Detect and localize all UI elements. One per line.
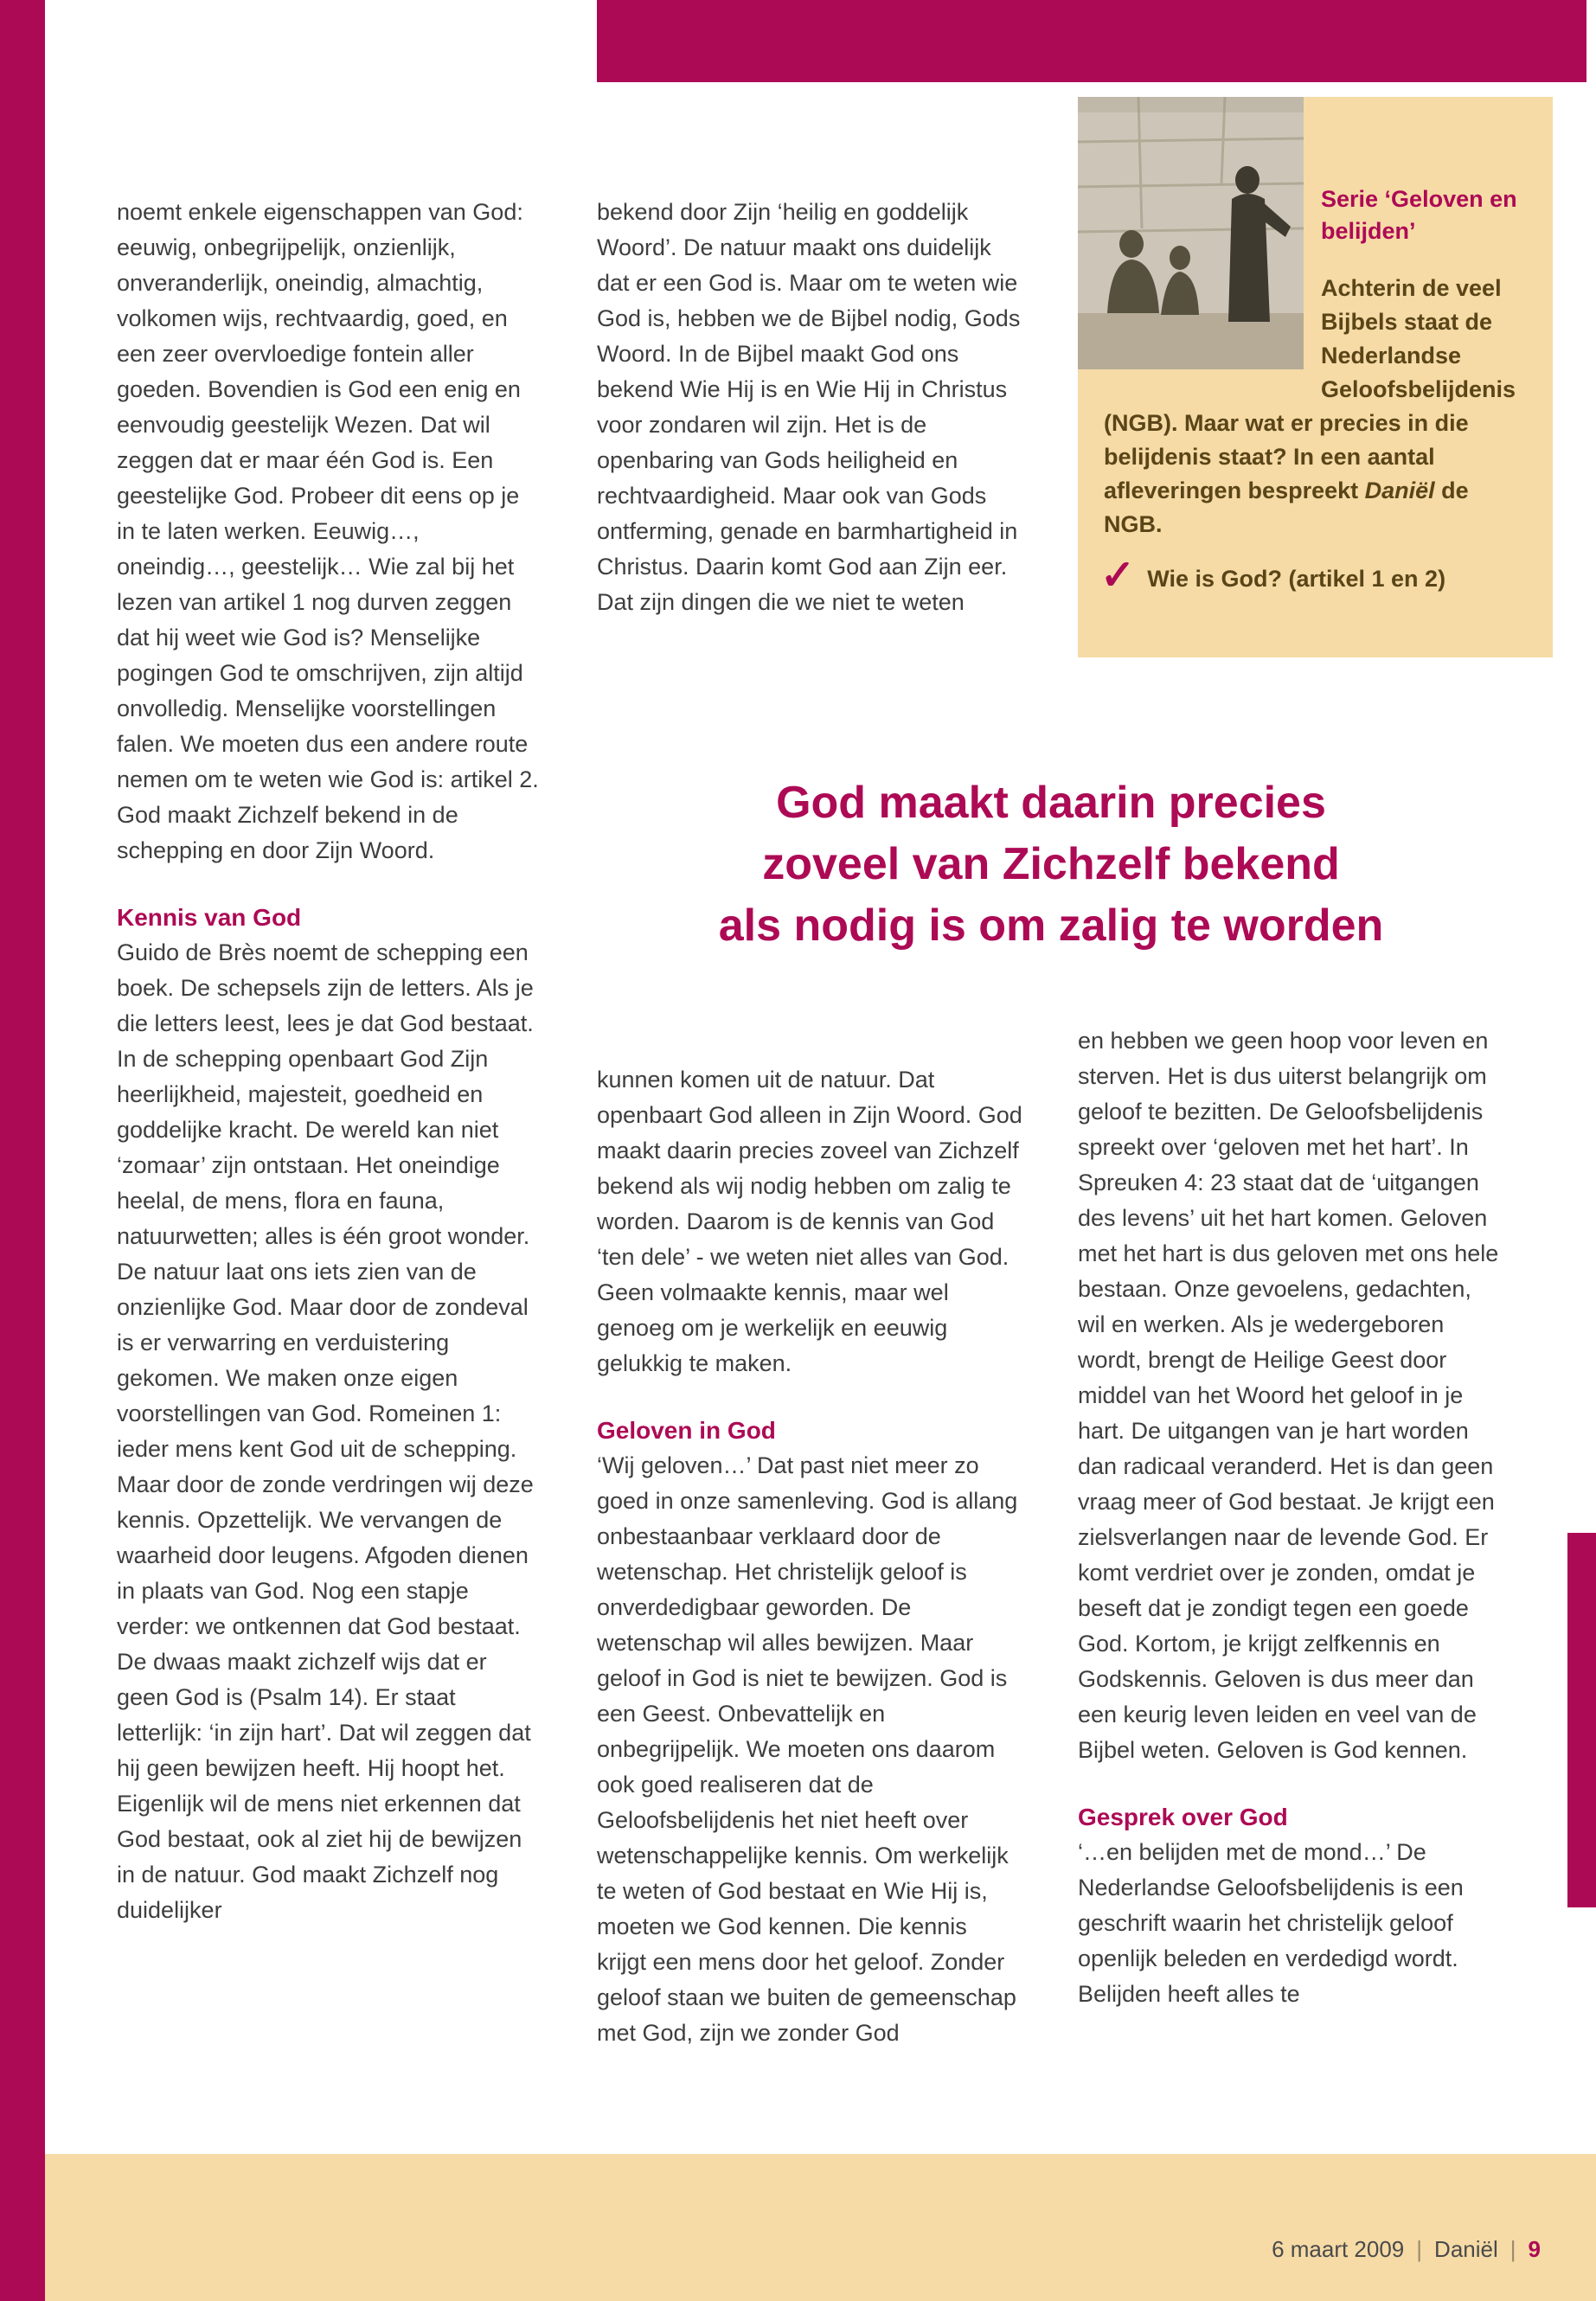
pull-quote (575, 772, 1527, 957)
footer-band (0, 2154, 1596, 2301)
pull-quote-line: God maakt daarin precies (776, 778, 1326, 828)
article-column-1 (117, 195, 542, 1928)
series-description-tail: de NGB. (1104, 478, 1469, 537)
article-column-2-lower (597, 1062, 1022, 2051)
pull-quote-line: als nodig is om zalig te worden (718, 901, 1384, 951)
article-column-3 (1078, 1023, 1503, 2012)
series-topic-item (1100, 553, 1530, 599)
body-paragraph: ‘…en belijden met de mond…’ De Nederlandse Geloofsbelijdenis is een geschrift waarin het christelijk geloof openlijk beleden en verdedigd wordt. Belijden heeft alles te (1078, 1839, 1464, 2007)
body-paragraph: en hebben we geen hoop voor leven en sterven. Het is dus uiterst belangrijk om geloof te bezitten. De Geloofsbelijdenis spreekt over ‘geloven met het hart’. In Spreuken 4: 23 staat dat de ‘uitgangen des levens’ uit het hart komen. Geloven met het hart is dus geloven met ons hele bestaan. Onze gevoelens, gedachten, wil en werken. Als je wedergeboren wordt, brengt de Heilige Geest door middel van het Woord het geloof in je hart. De uitgangen van je hart worden dan radicaal veranderd. Het is dan geen vraag meer of God bestaat. Je krijgt een zielsverlangen naar de levende God. Er komt verdriet over je zonden, omdat je beseft dat je zondigt tegen een goede God. Kortom, je krijgt zelfkennis en Godskennis. Geloven is dus meer dan een keurig leven leiden en veel van de Bijbel weten. Geloven is God kennen. (1078, 1028, 1499, 1763)
page-footer (1272, 2235, 1541, 2263)
body-paragraph: noemt enkele eigenschappen van God: eeuwig, onbegrijpelijk, onzienlijk, onveranderlijk, oneindig, almachtig, volkomen wijs, rechtvaardig, goed, en een zeer overvloedige fontein aller goeden. Bovendien is God een enig en eenvoudig geestelijk Wezen. Dat wil zeggen dat er maar één God is. Een geestelijke God. Probeer dit eens op je in te laten werken. Eeuwig…, oneindig…, geestelijk… Wie zal bij het lezen van artikel 1 nog durven zeggen dat hij weet wie God is? Menselijke pogingen God te omschrijven, zijn altijd onvolledig. Menselijke voorstellingen falen. We moeten dus een andere route nemen om te weten wie God is: artikel 2. God maakt Zichzelf bekend in de schepping en door Zijn Woord. (117, 199, 539, 863)
magazine-name-italic: Daniël (1364, 478, 1435, 503)
footer-separator: | (1509, 2236, 1516, 2262)
top-accent-bar (597, 0, 1586, 82)
series-topic-label: Wie is God? (artikel 1 en 2) (1147, 566, 1446, 592)
section-heading-gesprek-over-god: Gesprek over God (1078, 1804, 1288, 1830)
footer-separator: | (1416, 2236, 1423, 2262)
footer-date: 6 maart 2009 (1272, 2236, 1405, 2262)
body-paragraph: bekend door Zijn ‘heilig en goddelijk Woord’. De natuur maakt ons duidelijk dat er een God is. Maar om te weten wie God is, hebben we de Bijbel nodig, Gods Woord. In de Bijbel maakt God ons bekend Wie Hij is en Wie Hij in Christus voor zondaren wil zijn. Het is de openbaring van Gods heiligheid en rechtvaardigheid. Maar ook van Gods ontferming, genade en barmhartigheid in Christus. Daarin komt God aan Zijn eer. Dat zijn dingen die we niet te weten (597, 199, 1021, 615)
engraving-image (1078, 97, 1304, 369)
footer-magazine-title: Daniël (1434, 2236, 1498, 2262)
series-title: Serie ‘Geloven en belijden’ (1321, 186, 1517, 244)
section-heading-geloven-in-god: Geloven in God (597, 1417, 776, 1444)
body-paragraph: Guido de Brès noemt de schepping een boek. De schepsels zijn de letters. Als je die letters leest, lees je dat God bestaat. In de schepping openbaart God Zijn heerlijkheid, majesteit, goedheid en goddelijke kracht. De wereld kan niet ‘zomaar’ zijn ontstaan. Het oneindige heelal, de mens, flora en fauna, natuurwetten; alles is één groot wonder. De natuur laat ons iets zien van de onzienlijke God. Maar door de zondeval is er verwarring en verduistering gekomen. We maken onze eigen voorstellingen van God. Romeinen 1: ieder mens kent God uit de schepping. Maar door de zonde verdringen wij deze kennis. Opzettelijk. We vervangen de waarheid door leugens. Afgoden dienen in plaats van God. Nog een stapje verder: we ontkennen dat God bestaat. De dwaas maakt zichzelf wijs dat er geen God is (Psalm 14). Er staat letterlijk: ‘in zijn hart’. Dat wil zeggen dat hij geen bewijzen heeft. Hij hoopt het. Eigenlijk wil de mens niet erkennen dat God bestaat, ook al ziet hij de bewijzen in de natuur. God maakt Zichzelf nog duidelijker (117, 939, 534, 1923)
series-info-box (1078, 97, 1553, 657)
section-heading-kennis-van-god: Kennis van God (117, 904, 302, 931)
article-column-2-upper (597, 195, 1022, 620)
footer-page-number: 9 (1528, 2236, 1541, 2262)
pull-quote-line: zoveel van Zichzelf bekend (762, 839, 1340, 889)
series-description-text: Achterin de veel Bijbels staat de Nederlandse Geloofsbelijdenis (NGB). Maar wat er precies in die belijdenis staat? In een aantal afleveringen bespreekt (1104, 275, 1516, 503)
body-paragraph: ‘Wij geloven…’ Dat past niet meer zo goed in onze samenleving. God is allang onbestaanbaar verklaard door de wetenschap. Het christelijk geloof is onverdedigbaar geworden. De wetenschap wil alles bewijzen. Maar geloof in God is niet te bewijzen. God is een Geest. Onbevattelijk en onbegrijpelijk. We moeten ons daarom ook goed realiseren dat de Geloofsbelijdenis het niet heeft over wetenschappelijke kennis. Om werkelijk te weten of God bestaat en Wie Hij is, moeten we God kennen. Die kennis krijgt een mens door het geloof. Zonder geloof staan we buiten de gemeenschap met God, zijn we zonder God (597, 1452, 1018, 2046)
left-accent-bar (0, 0, 45, 2301)
body-paragraph: kunnen komen uit de natuur. Dat openbaart God alleen in Zijn Woord. God maakt daarin precies zoveel van Zichzelf bekend als wij nodig hebben om zalig te worden. Daarom is de kennis van God ‘ten dele’ - we weten niet alles van God. Geen volmaakte kennis, maar wel genoeg om je werkelijk en eeuwig gelukkig te maken. (597, 1067, 1022, 1376)
check-icon: ✓ (1100, 553, 1136, 599)
right-accent-tab (1567, 1533, 1596, 1907)
